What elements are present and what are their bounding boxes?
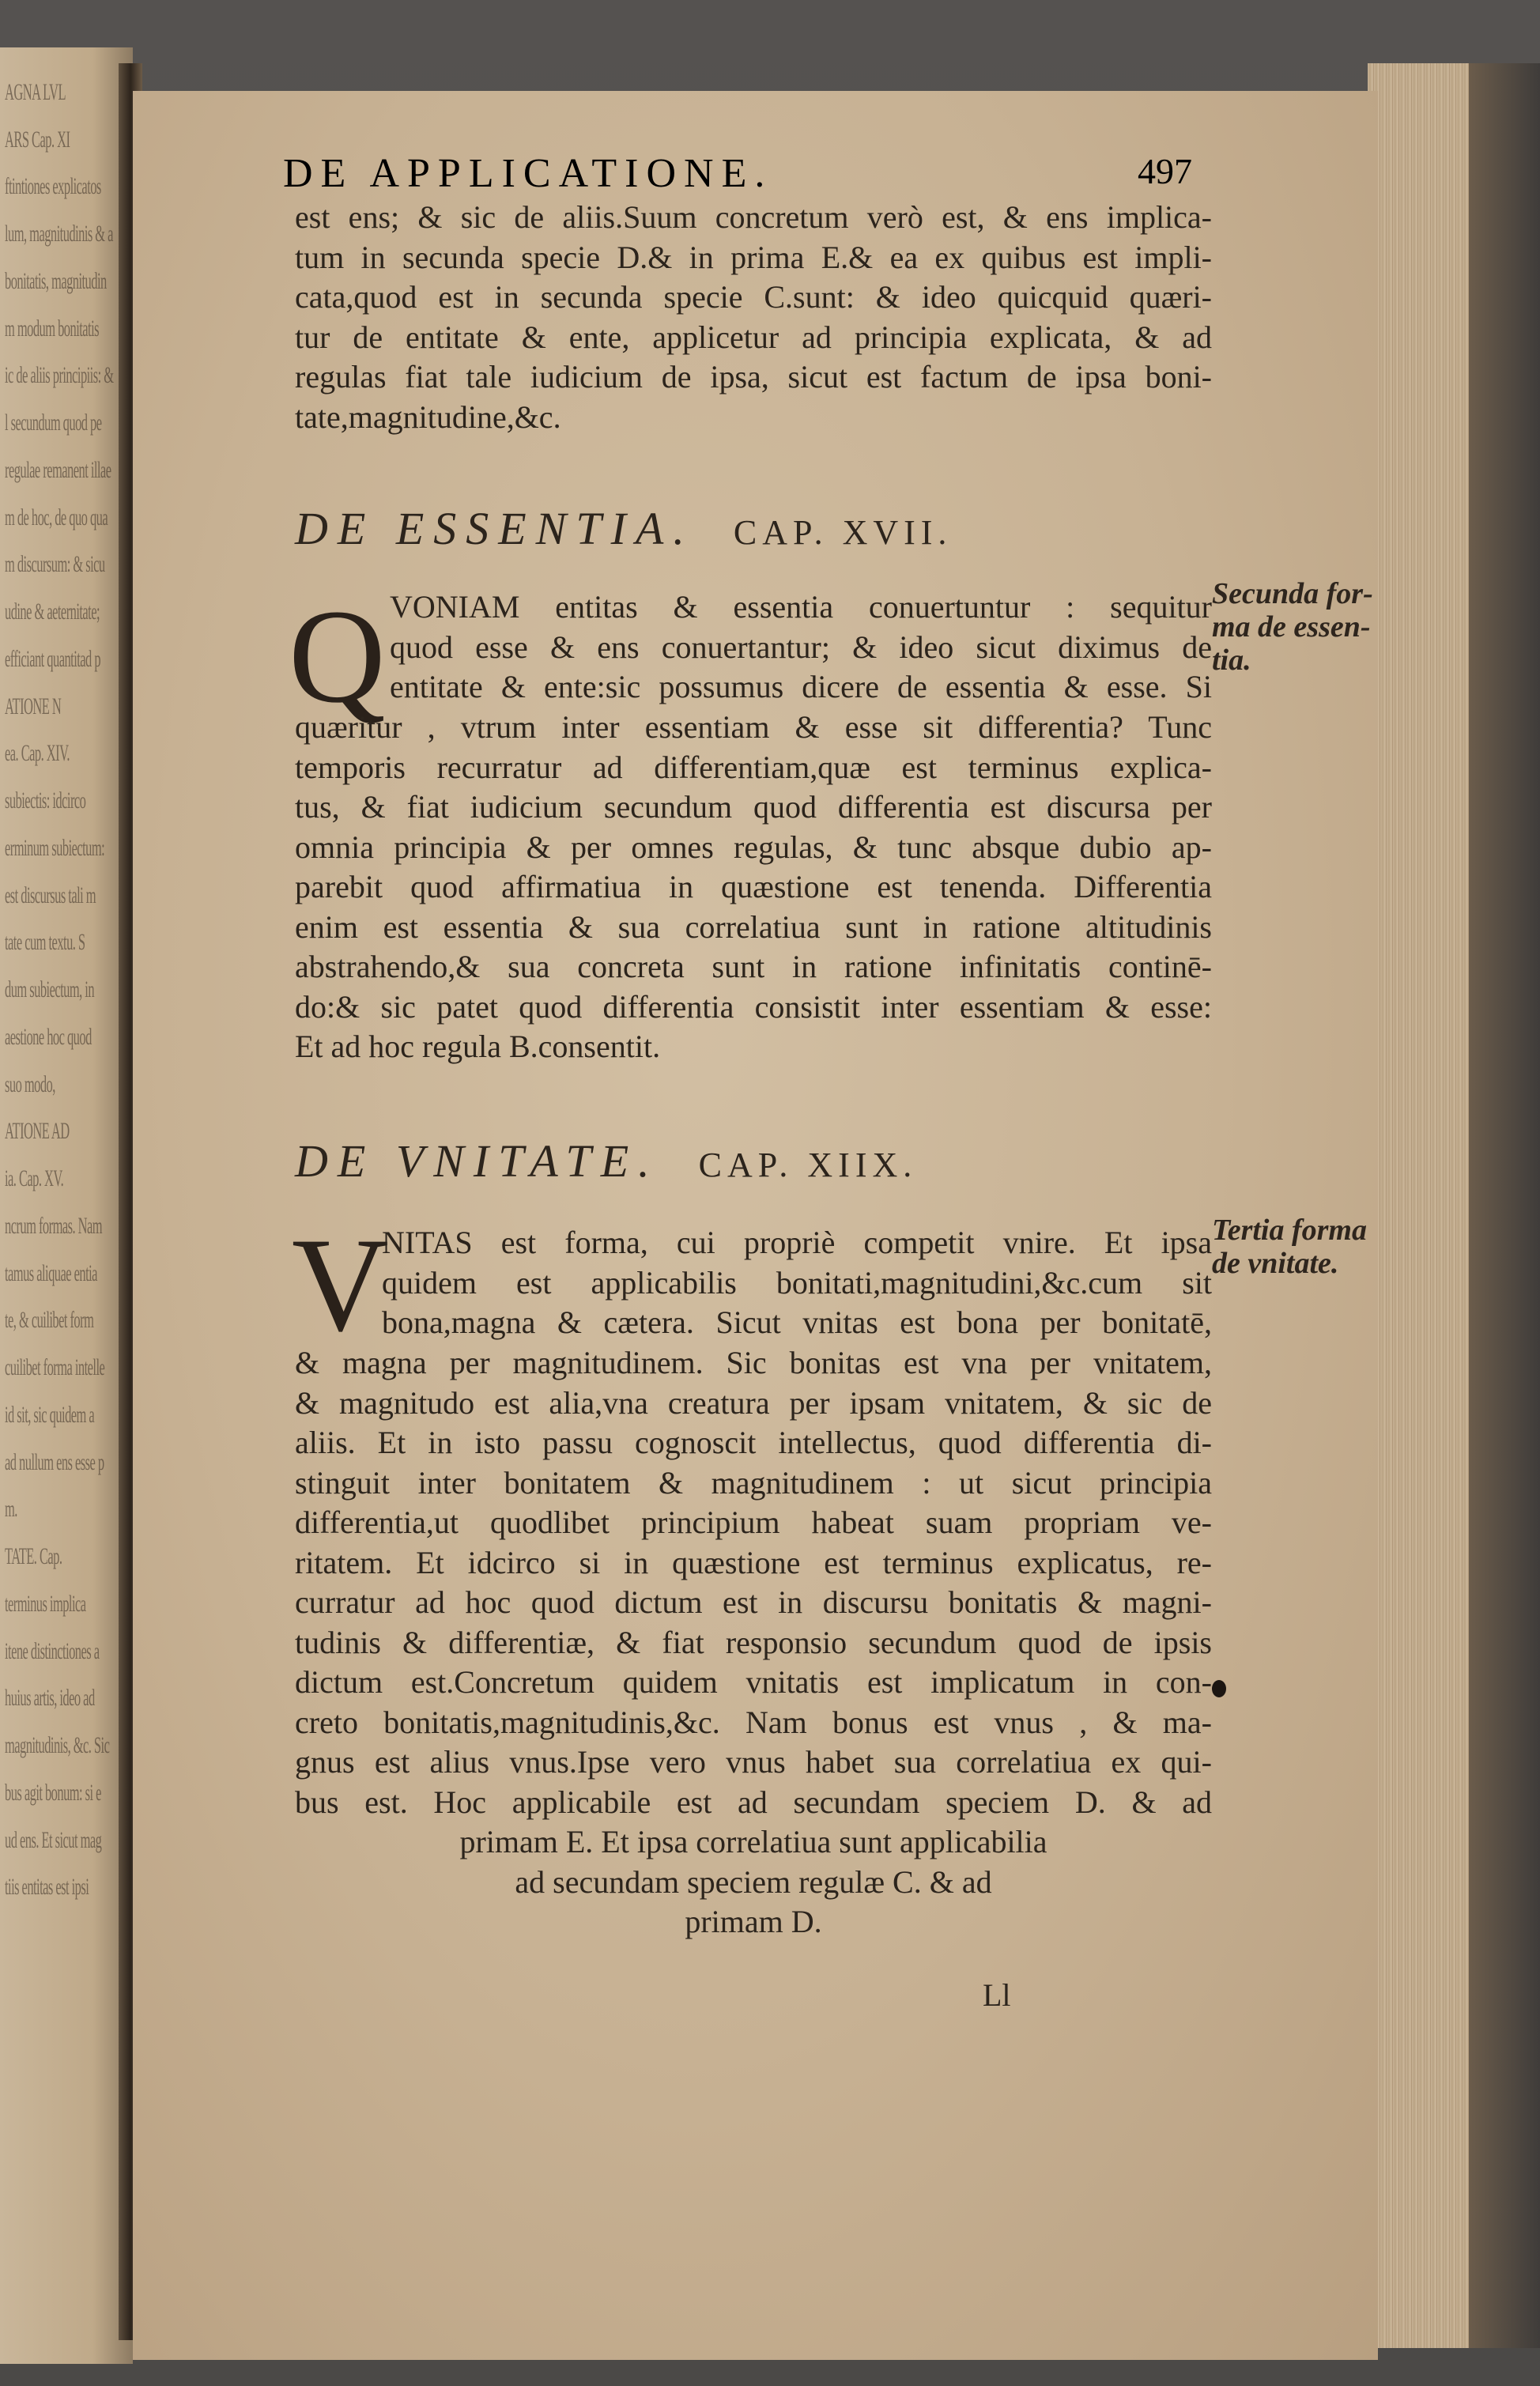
left-page-fragment: tiis entitas est ipsi [5,1874,89,1901]
section-continuation [295,198,1212,437]
text-line: tate,magnitudine,&c. [295,398,561,435]
left-page-fragment: itene distinctiones a [5,1637,100,1664]
text-line: tum in secunda specie D.& in prima E.& ea ex quibus est impli- [295,239,1212,275]
text-line: differentia,ut quodlibet principium habeat suam propriam ve- [295,1504,1212,1540]
text-line: bona,magna & cætera. Sicut vnitas est bona per bonitatē, [382,1304,1212,1340]
left-page-fragment: bus agit bonum: si e [5,1779,101,1806]
left-page-fragment: terminus implica [5,1590,86,1617]
left-page-fragment: AGNA LVL [5,79,66,105]
text-line: parebit quod affirmatiua in quæstione est tenenda. Differentia [295,869,1212,904]
text-line: bus est. Hoc applicabile est ad secundam speciem D. & ad [295,1784,1212,1820]
left-page-fragment: ea. Cap. XIV. [5,740,70,767]
chapter-18-number: CAP. XIIX. [698,1146,918,1184]
text-line: ritatem. Et idcirco si in quæstione est terminus explicatus, re- [295,1544,1212,1580]
left-page-fragment: m discursum: & sicu [5,551,105,578]
text-line: ad secundam speciem regulæ C. & ad [515,1863,992,1900]
page-block-shadow [1469,63,1540,2348]
left-page-fragment: aestione hoc quod [5,1023,92,1050]
left-page-fragment: l secundum quod pe [5,410,102,436]
text-line: primam D. [685,1904,822,1939]
marginal-line: Secunda for- [1212,577,1373,610]
chapter-17-opening [390,587,1212,708]
text-line: gnus est alius vnus.Ipse vero vnus habet sua correlatiua ex qui- [295,1744,1212,1780]
text-line: curratur ad hoc quod dictum est in discursu bonitatis & magni- [295,1584,1212,1620]
left-page-fragment: tamus aliquae entia [5,1259,97,1286]
left-page-fragment: m modum bonitatis [5,315,99,342]
text-line: stinguit inter bonitatem & magnitudinem : ut sicut principia [295,1464,1212,1501]
chapter-17-body [295,708,1212,1067]
running-head-title: DE APPLICATIONE. [283,151,773,196]
page-block-edges [1368,63,1469,2348]
marginal-line: tia. [1212,644,1251,677]
text-line: do:& sic patet quod differentia consistit inter essentiam & esse: [295,988,1212,1025]
marginal-line: Tertia forma [1212,1214,1367,1247]
left-page-fragment: ftintiones explicatos [5,173,101,200]
left-page-fragment: efficiant quantitad p [5,645,101,672]
left-page-fragment: te, & cuilibet form [5,1307,94,1334]
chapter-18-closing [295,1822,1212,1942]
left-page-fragment: erminum subiectum: [5,834,105,861]
text-line: quæritur , vtrum inter essentiam & esse sit differentia? Tunc [295,709,1212,745]
text-line: VONIAM entitas & essentia conuertuntur : sequitur [390,589,1212,625]
text-line: creto bonitatis,magnitudinis,&c. Nam bonus est vnus , & ma- [295,1704,1212,1740]
left-page-fragment: m. [5,1496,17,1523]
chapter-18-opening [382,1223,1212,1343]
left-page-fragment: tate cum textu. S [5,929,85,956]
text-line: cata,quod est in secunda specie C.sunt: & ideo quicquid quæri- [295,279,1212,315]
chapter-17-heading [295,502,952,555]
left-page-fragment: udine & aeternitate; [5,598,100,625]
text-line: entitate & ente:sic possumus dicere de essentia & esse. Si [390,669,1212,704]
left-page-fragment: m de hoc, de quo qua [5,504,108,530]
dropcap-q: Q [289,582,386,731]
text-line: regulas fiat tale iudicium de ipsa, sicut est factum de ipsa boni- [295,359,1212,395]
text-line: & magnitudo est alia,vna creatura per ipsam vnitatem, & sic de [295,1384,1212,1421]
left-page-fragment: suo modo, [5,1070,55,1097]
left-page-fragment: ATIONE N [5,693,62,719]
left-page-fragment: regulae remanent illae [5,456,111,483]
dropcap-v: V [292,1210,389,1359]
text-line: enim est essentia & sua correlatiua sunt in ratione altitudinis [295,908,1212,945]
left-page-fragment: bonitatis, magnitudin [5,267,107,294]
left-page-fragment: ARS Cap. XI [5,126,70,153]
text-line: Et ad hoc regula B.consentit. [295,1029,661,1064]
marginal-line: ma de essen- [1212,610,1371,644]
marginal-note-essentia [1212,577,1417,677]
left-page-fragment: ATIONE AD [5,1118,70,1145]
left-page-fragment: subiectis: idcirco [5,787,86,814]
text-line: tus, & fiat iudicium secundum quod differentia est discursa per [295,789,1212,825]
left-page-fragment: lum, magnitudinis & a [5,221,113,247]
book-page [133,91,1378,2360]
marginal-note-vnitate [1212,1214,1417,1280]
signature-mark: Ll [983,1977,1011,2013]
text-line: abstrahendo,& sua concreta sunt in ratione infinitatis continē- [295,949,1212,984]
left-page-fragment: ud ens. Et sicut mag [5,1826,102,1853]
chapter-17-title: DE ESSENTIA. [295,503,694,554]
ink-spot [1212,1680,1226,1697]
left-page-fragment: ic de aliis principiis: & [5,362,114,389]
text-line: temporis recurratur ad differentiam,quæ est terminus explica- [295,749,1212,785]
text-line: tudinis & differentiæ, & fiat responsio secundum quod de ipsis [295,1624,1212,1660]
left-facing-page [0,47,133,2364]
left-page-fragment: ad nullum ens esse p [5,1448,104,1475]
left-page-fragment: ia. Cap. XV. [5,1165,64,1192]
text-line: quod esse & ens conuertantur; & ideo sicut diximus de [390,629,1212,665]
page-number: 497 [1138,151,1192,191]
chapter-18-title: DE VNITATE. [295,1135,659,1187]
left-page-fragment: dum subiectum, in [5,976,95,1003]
chapter-18-body [295,1343,1212,1822]
text-line: est ens; & sic de aliis.Suum concretum verò est, & ens implica- [295,199,1212,235]
text-line: tur de entitate & ente, applicetur ad principia explicata, & ad [295,319,1212,355]
text-line: & magna per magnitudinem. Sic bonitas est vna per vnitatem, [295,1345,1212,1380]
chapter-17-number: CAP. XVII. [733,513,953,552]
marginal-line: de vnitate. [1212,1247,1339,1280]
text-line: omnia principia & per omnes regulas, & tunc absque dubio ap- [295,829,1212,865]
left-page-fragment: ncrum formas. Nam [5,1212,103,1239]
left-page-fragment: magnitudinis, &c. Sic [5,1732,110,1759]
left-page-fragment: TATE. Cap. [5,1543,62,1570]
text-line: NITAS est forma, cui propriè competit vnire. Et ipsa [382,1225,1212,1260]
left-page-fragment: cuilibet forma intelle [5,1354,105,1381]
left-page-fragment: huius artis, ideo ad [5,1685,95,1712]
left-page-fragment: id sit, sic quidem a [5,1401,95,1428]
text-line: primam E. Et ipsa correlatiua sunt applicabilia [459,1824,1047,1859]
text-line: aliis. Et in isto passu cognoscit intellectus, quod differentia di- [295,1425,1212,1460]
chapter-18-heading [295,1134,917,1187]
text-line: dictum est.Concretum quidem vnitatis est implicatum in con- [295,1664,1212,1700]
left-page-fragment: est discursus tali m [5,882,96,908]
text-line: quidem est applicabilis bonitati,magnitudini,&c.cum sit [382,1264,1212,1301]
